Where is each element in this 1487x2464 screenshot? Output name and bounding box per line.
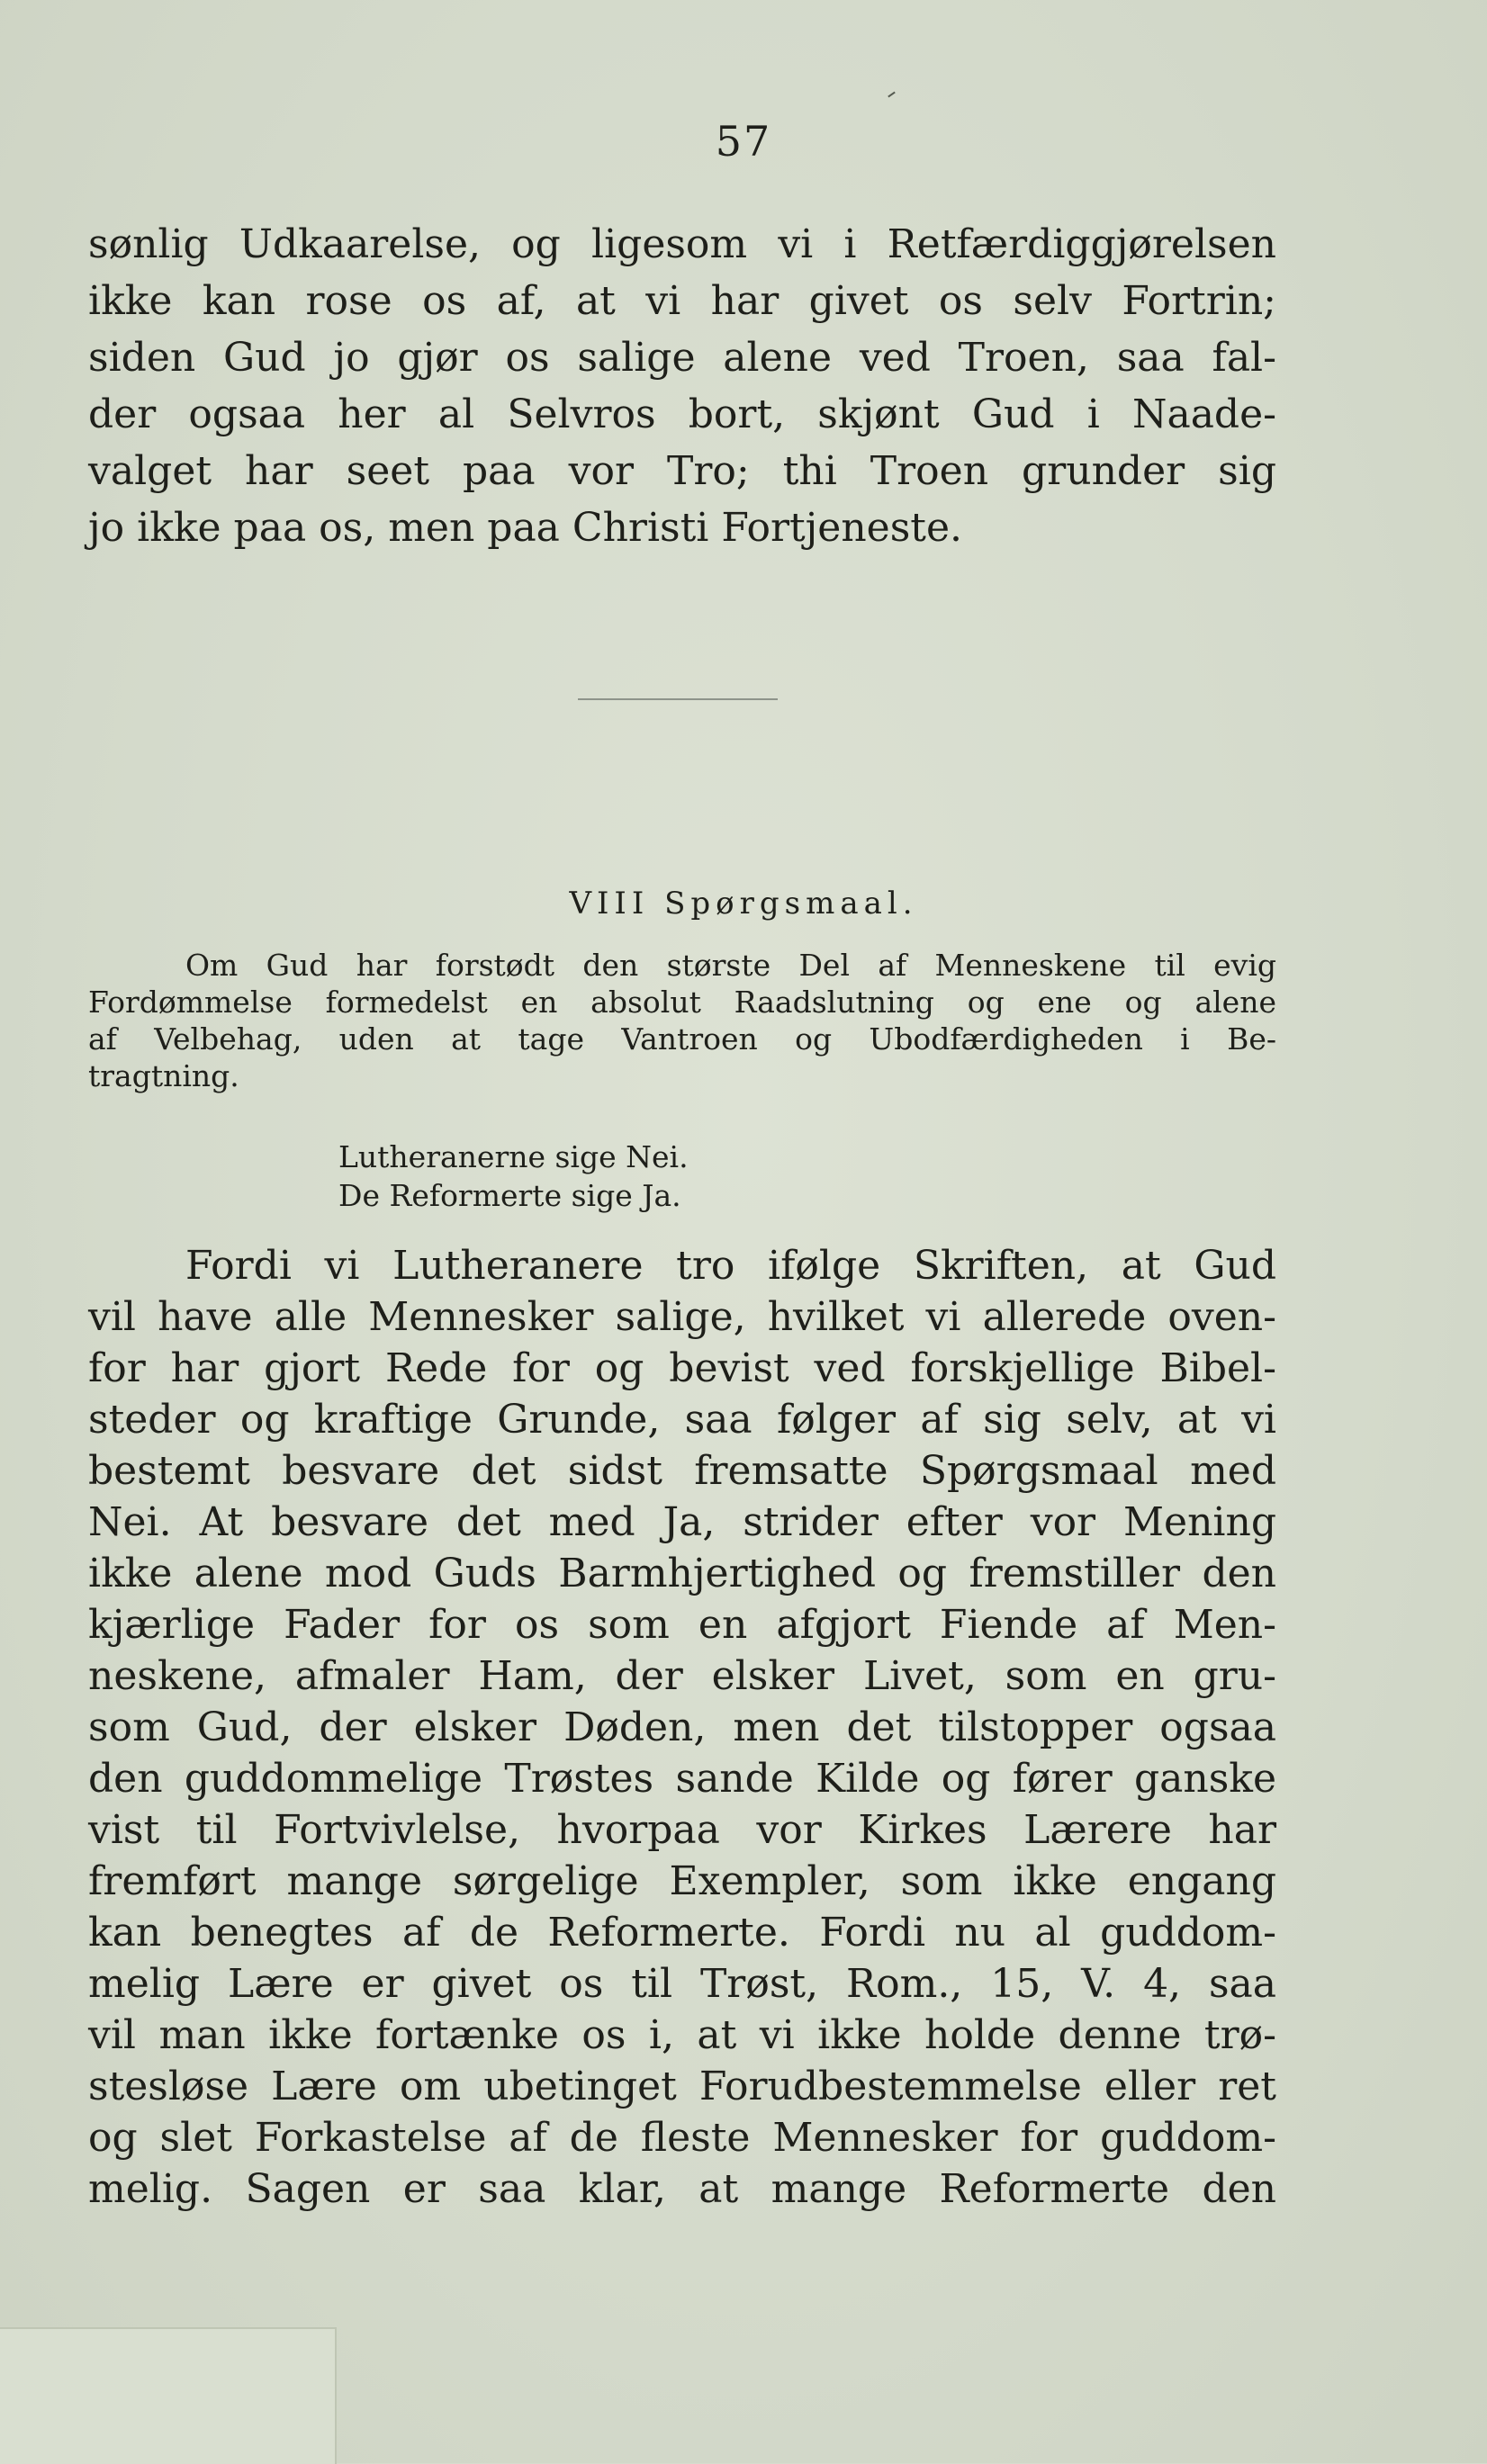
page-number: 57 <box>715 117 772 166</box>
text-line: kjærlige Fader for os som en afgjort Fiende af Men- <box>88 1602 1276 1648</box>
answer-reformed: De Reformerte sige Ja. <box>338 1178 681 1213</box>
text-line: Nei. At besvare det med Ja, strider efter vor Mening <box>88 1499 1276 1545</box>
text-line: og slet Forkastelse af de fleste Mennesker for guddom- <box>88 2115 1276 2161</box>
main-paragraph <box>88 1240 1276 2215</box>
text-line: neskene, afmaler Ham, der elsker Livet, som en gru- <box>88 1653 1276 1699</box>
answers <box>338 1138 689 1215</box>
text-line: siden Gud jo gjør os salige alene ved Troen, saa fal- <box>88 335 1276 381</box>
question-line: Fordømmelse formedelst en absolut Raadslutning og ene og alene <box>88 985 1276 1020</box>
paragraph-continuation <box>88 216 1276 556</box>
scan-paper-edge <box>0 2327 337 2464</box>
text-line: ikke kan rose os af, at vi har givet os selv Fortrin; <box>88 278 1276 324</box>
text-line: vist til Fortvivlelse, hvorpaa vor Kirkes Lærere har <box>88 1807 1276 1853</box>
text-line: Fordi vi Lutheranere tro ifølge Skriften, at Gud <box>185 1243 1276 1289</box>
stray-mark <box>888 92 896 98</box>
text-line: bestemt besvare det sidst fremsatte Spørgsmaal med <box>88 1448 1276 1494</box>
text-line: fremført mange sørgelige Exempler, som ikke engang <box>88 1858 1276 1904</box>
question-line: Om Gud har forstødt den største Del af Menneskene til evig <box>185 948 1276 983</box>
text-line: valget har seet paa vor Tro; thi Troen grunder sig <box>88 448 1276 494</box>
text-line: jo ikke paa os, men paa Christi Fortjeneste. <box>88 505 963 551</box>
text-line: som Gud, der elsker Døden, men det tilstopper ogsaa <box>88 1704 1276 1750</box>
text-line: vil have alle Mennesker salige, hvilket vi allerede oven- <box>88 1294 1276 1340</box>
text-line: vil man ikke fortænke os i, at vi ikke holde denne trø- <box>88 2012 1276 2058</box>
section-heading: VIII Spørgsmaal. <box>569 886 918 922</box>
text-line: den guddommelige Trøstes sande Kilde og fører ganske <box>88 1756 1276 1802</box>
text-line: der ogsaa her al Selvros bort, skjønt Gud i Naade- <box>88 391 1276 437</box>
text-line: stesløse Lære om ubetinget Forudbestemmelse eller ret <box>88 2064 1276 2109</box>
question-line: af Velbehag, uden at tage Vantroen og Ubodfærdigheden i Be- <box>88 1021 1276 1057</box>
text-line: melig Lære er givet os til Trøst, Rom., 15, V. 4, saa <box>88 1961 1276 2007</box>
text-line: kan benegtes af de Reformerte. Fordi nu al guddom- <box>88 1910 1276 1956</box>
text-line: melig. Sagen er saa klar, at mange Reformerte den <box>88 2166 1276 2212</box>
answer-lutheran: Lutheranerne sige Nei. <box>338 1139 689 1174</box>
text-line: steder og kraftige Grunde, saa følger af sig selv, at vi <box>88 1397 1276 1443</box>
section-divider <box>578 698 778 700</box>
text-line: sønlig Udkaarelse, og ligesom vi i Retfærdiggjørelsen <box>88 221 1276 267</box>
text-line: ikke alene mod Guds Barmhjertighed og fremstiller den <box>88 1551 1276 1596</box>
text-line: for har gjort Rede for og bevist ved forskjellige Bibel- <box>88 1345 1276 1391</box>
question-line: tragtning. <box>88 1058 239 1093</box>
section-question <box>88 947 1276 1094</box>
